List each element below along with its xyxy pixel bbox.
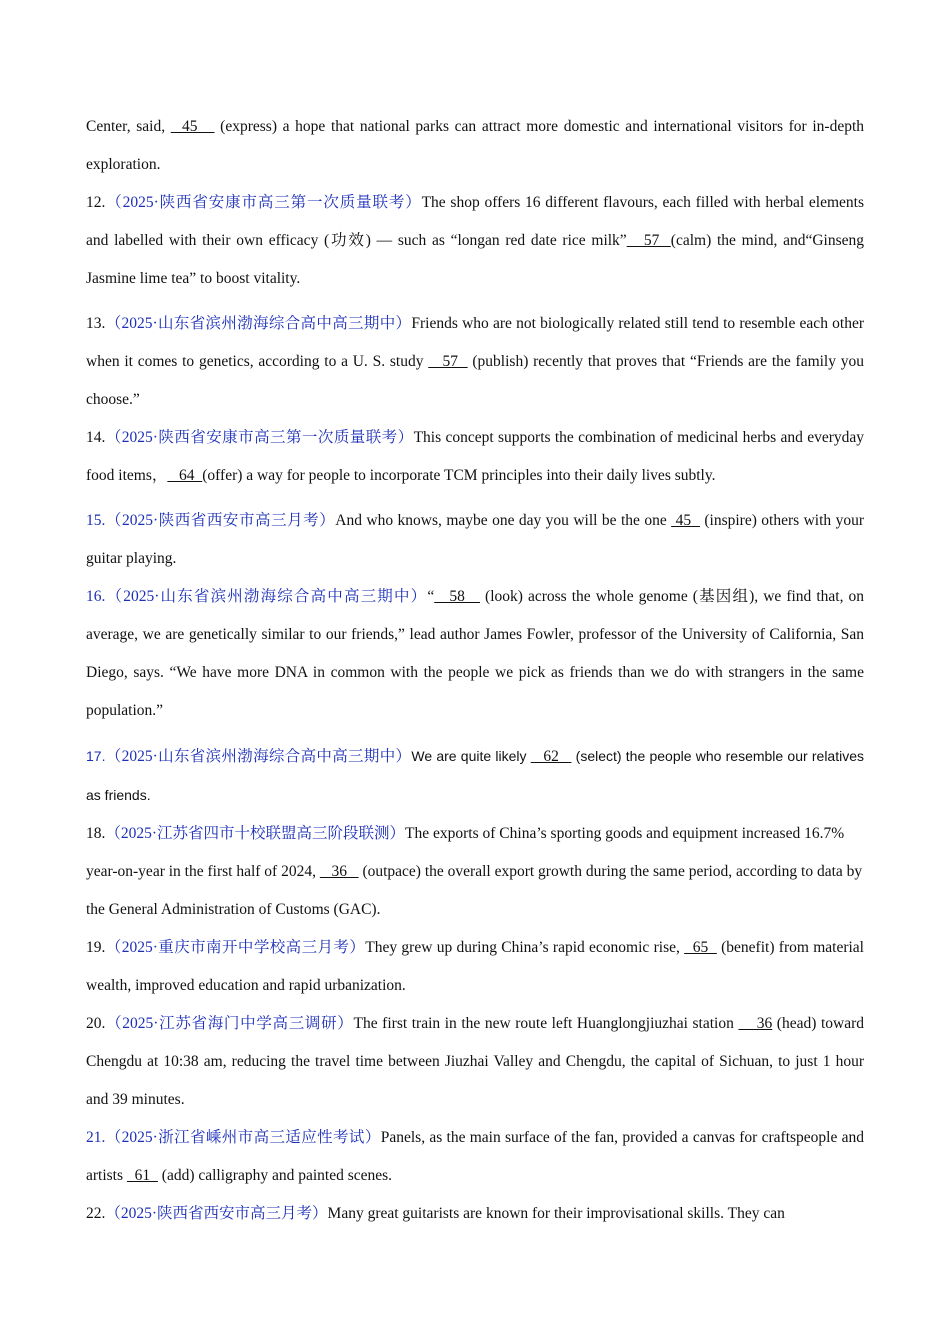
question-text-before: And who knows, maybe one day you will be the one: [335, 512, 672, 529]
answer-blank: 36: [319, 863, 359, 880]
question-text-before: Friends who are not biologically related still tend to resemble each other when it comes to genetics, according to a U. S. study: [86, 315, 864, 370]
question-text-after: (inspire) others with your guitar playing.: [86, 512, 865, 567]
question-text-after: (outpace) the overall export growth during the same period, according to data by the General Administration of Customs (GAC).: [86, 863, 863, 918]
question-text-before: Many great guitarists are known for their improvisational skills. They can: [327, 1205, 785, 1222]
question-text-after: (benefit) from material wealth, improved education and rapid urbanization.: [86, 939, 864, 994]
question-item: [86, 305, 864, 419]
question-text-before: They grew up during China’s rapid economic rise,: [365, 939, 685, 956]
question-text-before: Panels, as the main surface of the fan, provided a canvas for craftspeople and artists: [86, 1129, 865, 1184]
question-number: 15.: [86, 512, 106, 529]
question-number: 20.: [86, 1015, 106, 1032]
question-number: 21.: [86, 1129, 106, 1146]
question-text-after: (head) toward Chengdu at 10:38 am, reducing the travel time between Jiuzhai Valley and Chengdu, the capital of Sichuan, to just 1 hour and 39 minutes.: [86, 1015, 865, 1108]
question-number: 19.: [86, 939, 106, 956]
question-item: [86, 815, 864, 929]
question-item: [86, 578, 864, 730]
question-number: 18.: [86, 825, 106, 842]
question-item: [86, 1119, 864, 1195]
question-item: [86, 108, 864, 184]
question-text-after: (publish) recently that proves that “Friends are the family you choose.”: [86, 353, 865, 408]
question-source: （2025·江苏省四市十校联盟高三阶段联测）: [105, 825, 406, 842]
answer-blank: 61: [126, 1167, 158, 1184]
question-source: （2025·山东省滨州渤海综合高中高三期中）: [105, 315, 412, 332]
answer-blank: 58: [434, 588, 480, 605]
answer-blank: 62: [530, 748, 572, 765]
question-text-after: (calm) the mind, and“Ginseng Jasmine lime tea” to boost vitality.: [86, 232, 864, 287]
question-source: （2025·江苏省海门中学高三调研）: [105, 1015, 354, 1032]
question-text-before: The first train in the new route left Huanglongjiuzhai station: [353, 1015, 739, 1032]
question-text-before: The shop offers 16 different flavours, each filled with herbal elements and labelled with their own efficacy (功效) — such as “longan red date rice milk”: [86, 194, 864, 249]
question-text-before: We are quite likely: [411, 748, 531, 764]
answer-blank: 57: [428, 353, 468, 370]
question-text-after: (offer) a way for people to incorporate TCM principles into their daily lives subtly.: [202, 467, 716, 484]
answer-blank: 45: [671, 512, 700, 529]
question-source: （2025·陕西省西安市高三月考）: [105, 512, 336, 529]
answer-blank: 57: [626, 232, 671, 249]
question-text-after: (look) across the whole genome (基因组), we find that, on average, we are genetically similar to our friends,” lead author James Fowler, professor of the University of California, San Diego, says. “We have more DNA in common with the people we pick as friends than we do with strangers in the same population.”: [86, 588, 864, 719]
question-source: （2025·陕西省安康市高三第一次质量联考）: [105, 429, 414, 446]
question-number: 16.: [86, 588, 106, 605]
question-source: （2025·陕西省西安市高三月考）: [105, 1205, 328, 1222]
question-number: 13.: [86, 315, 106, 332]
question-source: （2025·重庆市南开中学校高三月考）: [105, 939, 366, 956]
question-text-before: This concept supports the combination of medicinal herbs and everyday food items，: [86, 429, 865, 484]
answer-blank: 64: [167, 467, 203, 484]
question-text-before: The exports of China’s sporting goods and equipment increased 16.7% year-on-year in the first half of 2024,: [86, 825, 845, 880]
question-text-after: (add) calligraphy and painted scenes.: [157, 1167, 393, 1184]
question-number: 14.: [86, 429, 106, 446]
document-page: [86, 108, 864, 1233]
question-item: [86, 737, 864, 815]
answer-blank: 45: [170, 118, 215, 135]
question-number: 12.: [86, 194, 106, 211]
question-source: （2025·陕西省安康市高三第一次质量联考）: [105, 194, 422, 211]
question-text-before: “: [427, 588, 435, 605]
question-item: [86, 502, 864, 578]
question-item: [86, 184, 864, 298]
question-item: [86, 1195, 864, 1233]
question-number: 22.: [86, 1205, 106, 1222]
question-source: （2025·山东省滨州渤海综合高中高三期中）: [105, 748, 412, 765]
question-text-after: (express) a hope that national parks can attract more domestic and international visitors for in-depth exploration.: [86, 118, 865, 173]
question-source: （2025·浙江省嵊州市高三适应性考试）: [105, 1129, 381, 1146]
answer-blank: 65: [684, 939, 717, 956]
question-source: （2025·山东省滨州渤海综合高中高三期中）: [105, 588, 428, 605]
question-item: [86, 419, 864, 495]
question-item: [86, 929, 864, 1005]
question-number: 17.: [86, 748, 106, 764]
question-text-after: (select) the people who resemble our relatives as friends.: [86, 748, 865, 803]
answer-blank: 36: [738, 1015, 773, 1032]
question-item: [86, 1005, 864, 1119]
question-text-before: Center, said,: [86, 118, 171, 135]
